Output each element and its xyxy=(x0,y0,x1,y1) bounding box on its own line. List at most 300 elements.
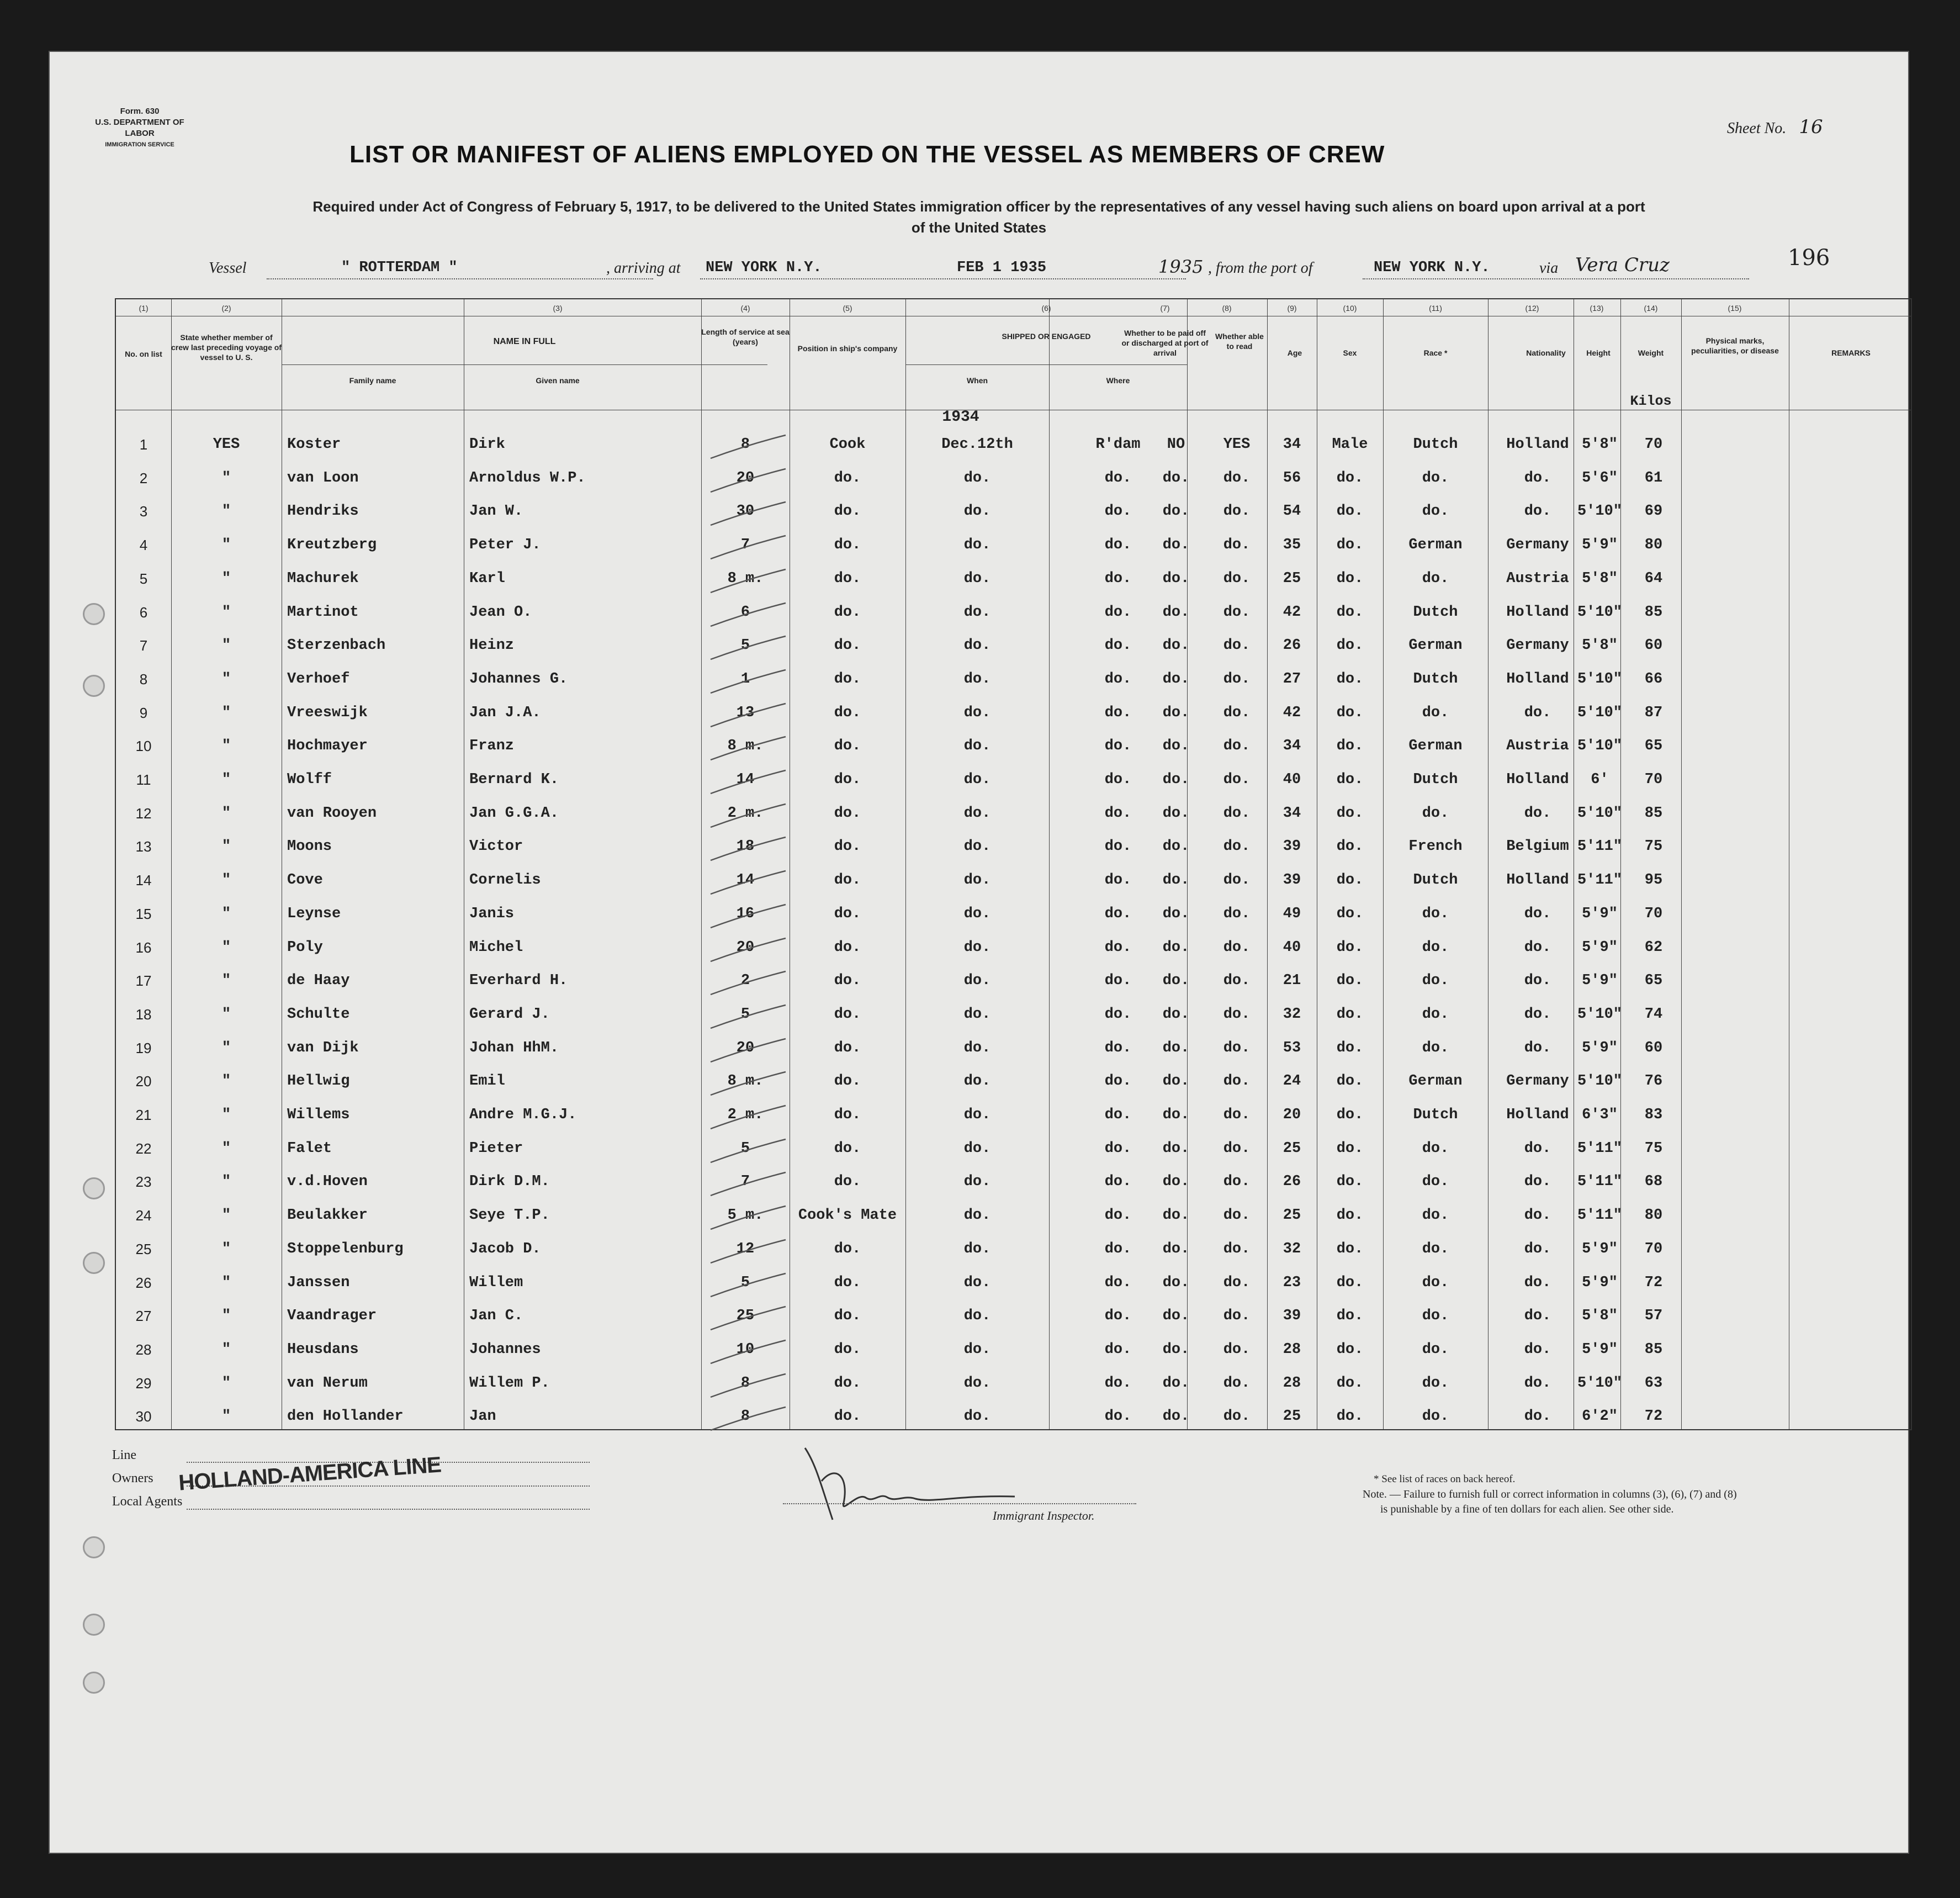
cell-paid: do. xyxy=(1162,1240,1190,1257)
cell-weight: 68 xyxy=(1644,1173,1663,1191)
cell-when: do. xyxy=(963,1107,991,1123)
cell-age: 34 xyxy=(1283,738,1301,755)
cell-service: 12 xyxy=(736,1240,755,1257)
cell-when: do. xyxy=(963,1374,991,1392)
cell-position: do. xyxy=(834,872,861,889)
cell-when: do. xyxy=(963,1408,991,1425)
cell-read: do. xyxy=(1223,537,1251,554)
cell-where: do. xyxy=(1104,771,1132,788)
cell-where: do. xyxy=(1104,872,1132,889)
cell-where: do. xyxy=(1104,1374,1132,1392)
cell-prev: " xyxy=(221,637,231,654)
cell-weight: 69 xyxy=(1644,503,1663,520)
cell-position: do. xyxy=(834,905,861,922)
cell-race: do. xyxy=(1422,972,1449,990)
cell-sex: do. xyxy=(1336,805,1364,822)
cell-read: do. xyxy=(1223,469,1251,487)
cell-position: do. xyxy=(834,1341,861,1358)
cell-no: 10 xyxy=(135,738,152,755)
subtitle xyxy=(101,196,1857,238)
cell-age: 49 xyxy=(1283,905,1301,922)
cell-sex: do. xyxy=(1336,1308,1364,1325)
header-position: Position in ship's company xyxy=(797,344,898,353)
cell-position: do. xyxy=(834,972,861,990)
cell-family: Stoppelenburg xyxy=(287,1240,404,1257)
cell-height: 5'8" xyxy=(1582,637,1618,654)
cell-age: 26 xyxy=(1283,1173,1301,1191)
cell-prev: " xyxy=(221,670,231,688)
cell-age: 32 xyxy=(1283,1240,1301,1257)
cell-where: do. xyxy=(1104,1240,1132,1257)
cell-no: 24 xyxy=(135,1207,152,1224)
cell-weight: 76 xyxy=(1644,1073,1663,1090)
line-label: Line xyxy=(112,1448,136,1462)
cell-when: do. xyxy=(963,1207,991,1224)
cell-service: 14 xyxy=(736,771,755,788)
cell-service: 18 xyxy=(736,838,755,855)
cell-race: do. xyxy=(1422,1274,1449,1291)
cell-race: Dutch xyxy=(1413,872,1458,889)
cell-given: Willem P. xyxy=(469,1374,550,1392)
cell-service: 20 xyxy=(736,1039,755,1056)
cell-paid: do. xyxy=(1162,939,1190,956)
cell-nat: do. xyxy=(1524,905,1551,922)
cell-nat: Holland xyxy=(1506,872,1569,889)
cell-position: do. xyxy=(834,1039,861,1056)
cell-service: 8 m. xyxy=(727,570,764,587)
cell-given: Cornelis xyxy=(469,872,541,889)
cell-height: 5'11" xyxy=(1577,872,1622,889)
cell-height: 5'10" xyxy=(1577,1073,1622,1090)
cell-weight: 85 xyxy=(1644,1341,1663,1358)
cell-family: Vaandrager xyxy=(287,1308,377,1325)
cell-prev: " xyxy=(221,1140,231,1157)
cell-race: German xyxy=(1408,1073,1463,1090)
cell-given: Pieter xyxy=(469,1140,523,1157)
owners-label: Owners xyxy=(112,1471,153,1485)
cell-service: 1 xyxy=(740,670,750,688)
subtitle-line-2: of the United States xyxy=(911,219,1047,236)
cell-sex: do. xyxy=(1336,771,1364,788)
cell-where: do. xyxy=(1104,939,1132,956)
cell-nat: do. xyxy=(1524,1240,1551,1257)
cell-paid: do. xyxy=(1162,805,1190,822)
sheet-number-block xyxy=(1727,116,1823,138)
cell-position: do. xyxy=(834,503,861,520)
cell-prev: " xyxy=(221,905,231,922)
cell-given: Jan G.G.A. xyxy=(469,805,559,822)
cell-prev: " xyxy=(221,1207,231,1224)
cell-when: do. xyxy=(963,939,991,956)
check-mark-icon xyxy=(709,769,787,797)
cell-sex: do. xyxy=(1336,503,1364,520)
from-port: NEW YORK N.Y. xyxy=(1374,260,1490,276)
check-mark-icon xyxy=(709,501,787,528)
cell-no: 5 xyxy=(139,570,148,587)
cell-age: 56 xyxy=(1283,469,1301,487)
check-mark-icon xyxy=(709,669,787,696)
cell-family: Heusdans xyxy=(287,1341,359,1358)
cell-prev: " xyxy=(221,570,231,587)
cell-weight: 70 xyxy=(1644,905,1663,922)
cell-service: 2 m. xyxy=(727,805,764,822)
cell-weight: 87 xyxy=(1644,704,1663,721)
vessel-label: Vessel xyxy=(209,260,247,277)
cell-service: 5 m. xyxy=(727,1207,764,1224)
cell-paid: do. xyxy=(1162,1374,1190,1392)
cell-nat: do. xyxy=(1524,1140,1551,1157)
cell-height: 5'10" xyxy=(1577,604,1622,621)
cell-no: 20 xyxy=(135,1073,152,1090)
cell-where: do. xyxy=(1104,1173,1132,1191)
cell-paid: do. xyxy=(1162,704,1190,721)
cell-height: 5'10" xyxy=(1577,738,1622,755)
cell-read: do. xyxy=(1223,1073,1251,1090)
cell-weight: 80 xyxy=(1644,1207,1663,1224)
cell-weight: 75 xyxy=(1644,838,1663,855)
check-mark-icon xyxy=(709,870,787,897)
cell-given: Jean O. xyxy=(469,604,532,621)
cell-read: do. xyxy=(1223,1107,1251,1123)
cell-prev: " xyxy=(221,738,231,755)
cell-when: do. xyxy=(963,1006,991,1023)
cell-where: do. xyxy=(1104,503,1132,520)
cell-read: do. xyxy=(1223,1006,1251,1023)
cell-prev: " xyxy=(221,704,231,721)
cell-where: do. xyxy=(1104,570,1132,587)
check-mark-icon xyxy=(709,1038,787,1065)
cell-given: Victor xyxy=(469,838,523,855)
cell-no: 30 xyxy=(135,1408,152,1425)
cell-sex: do. xyxy=(1336,1073,1364,1090)
cell-paid: do. xyxy=(1162,570,1190,587)
cell-family: Beulakker xyxy=(287,1207,368,1224)
cell-weight: 65 xyxy=(1644,972,1663,990)
cell-nat: do. xyxy=(1524,704,1551,721)
cell-service: 8 m. xyxy=(727,1073,764,1090)
cell-prev: " xyxy=(221,771,231,788)
cell-family: Schulte xyxy=(287,1006,350,1023)
cell-when: do. xyxy=(963,469,991,487)
cell-nat: do. xyxy=(1524,469,1551,487)
cell-given: Emil xyxy=(469,1073,505,1090)
header-nationality: Nationality xyxy=(1526,348,1566,357)
cell-paid: do. xyxy=(1162,1308,1190,1325)
cell-race: Dutch xyxy=(1413,1107,1458,1123)
cell-paid: do. xyxy=(1162,1039,1190,1056)
cell-family: Koster xyxy=(287,436,341,453)
cell-prev: " xyxy=(221,1374,231,1392)
cell-read: do. xyxy=(1223,1039,1251,1056)
cell-sex: do. xyxy=(1336,838,1364,855)
cell-race: do. xyxy=(1422,704,1449,721)
cell-when: do. xyxy=(963,604,991,621)
cell-sex: do. xyxy=(1336,738,1364,755)
cell-position: do. xyxy=(834,1173,861,1191)
cell-race: do. xyxy=(1422,805,1449,822)
cell-prev: " xyxy=(221,469,231,487)
cell-when: do. xyxy=(963,1308,991,1325)
column-number: (7) xyxy=(1160,304,1170,313)
cell-nat: Holland xyxy=(1506,670,1569,688)
cell-paid: do. xyxy=(1162,771,1190,788)
inspector-label: Immigrant Inspector. xyxy=(993,1509,1095,1522)
cell-weight: 85 xyxy=(1644,805,1663,822)
check-mark-icon xyxy=(709,1339,787,1367)
column-number: (11) xyxy=(1429,304,1442,313)
cell-position: do. xyxy=(834,469,861,487)
cell-family: Leynse xyxy=(287,905,341,922)
cell-where: do. xyxy=(1104,1274,1132,1291)
cell-race: do. xyxy=(1422,939,1449,956)
cell-weight: 61 xyxy=(1644,469,1663,487)
stamp-number: 196 xyxy=(1788,245,1830,271)
cell-family: Verhoef xyxy=(287,670,350,688)
cell-height: 5'10" xyxy=(1577,670,1622,688)
cell-family: Janssen xyxy=(287,1274,350,1291)
cell-prev: " xyxy=(221,604,231,621)
cell-paid: do. xyxy=(1162,872,1190,889)
check-mark-icon xyxy=(709,1138,787,1166)
cell-nat: do. xyxy=(1524,1207,1551,1224)
cell-where: do. xyxy=(1104,604,1132,621)
cell-height: 5'9" xyxy=(1582,939,1618,956)
cell-read: do. xyxy=(1223,1274,1251,1291)
cell-nat: Germany xyxy=(1506,637,1569,654)
cell-height: 5'10" xyxy=(1577,704,1622,721)
cell-nat: Belgium xyxy=(1506,838,1569,855)
cell-where: do. xyxy=(1104,905,1132,922)
cell-no: 16 xyxy=(135,939,152,956)
cell-prev: " xyxy=(221,1107,231,1123)
cell-given: Everhard H. xyxy=(469,972,568,990)
cell-no: 11 xyxy=(136,771,151,788)
cell-paid: do. xyxy=(1162,604,1190,621)
cell-where: do. xyxy=(1104,972,1132,990)
cell-position: do. xyxy=(834,1274,861,1291)
cell-position: do. xyxy=(834,1073,861,1090)
cell-position: Cook's Mate xyxy=(798,1207,897,1224)
cell-paid: do. xyxy=(1162,1341,1190,1358)
cell-weight: 60 xyxy=(1644,637,1663,654)
cell-age: 23 xyxy=(1283,1274,1301,1291)
cell-service: 8 xyxy=(740,436,750,453)
cell-height: 5'11" xyxy=(1577,838,1622,855)
cell-family: de Haay xyxy=(287,972,350,990)
cell-no: 3 xyxy=(139,503,148,520)
cell-where: do. xyxy=(1104,1107,1132,1123)
cell-sex: do. xyxy=(1336,1173,1364,1191)
cell-nat: do. xyxy=(1524,939,1551,956)
cell-family: v.d.Hoven xyxy=(287,1173,368,1191)
cell-race: do. xyxy=(1422,1240,1449,1257)
cell-service: 20 xyxy=(736,469,755,487)
check-mark-icon xyxy=(709,803,787,831)
cell-sex: do. xyxy=(1336,469,1364,487)
cell-when: do. xyxy=(963,637,991,654)
check-mark-icon xyxy=(709,535,787,562)
cell-race: do. xyxy=(1422,1207,1449,1224)
cell-position: do. xyxy=(834,771,861,788)
check-mark-icon xyxy=(709,702,787,730)
cell-read: do. xyxy=(1223,570,1251,587)
cell-service: 30 xyxy=(736,503,755,520)
cell-service: 5 xyxy=(740,1006,750,1023)
cell-service: 2 xyxy=(740,972,750,990)
cell-age: 42 xyxy=(1283,604,1301,621)
cell-age: 24 xyxy=(1283,1073,1301,1090)
sheet-number: 16 xyxy=(1799,116,1823,138)
cell-sex: do. xyxy=(1336,1408,1364,1425)
cell-weight: 75 xyxy=(1644,1140,1663,1157)
cell-read: do. xyxy=(1223,670,1251,688)
cell-nat: do. xyxy=(1524,1006,1551,1023)
cell-given: Gerard J. xyxy=(469,1006,550,1023)
cell-age: 20 xyxy=(1283,1107,1301,1123)
cell-service: 7 xyxy=(740,537,750,554)
cell-race: do. xyxy=(1422,1140,1449,1157)
cell-height: 5'8" xyxy=(1582,570,1618,587)
cell-family: Cove xyxy=(287,872,323,889)
column-number: (8) xyxy=(1222,304,1232,313)
cell-service: 8 m. xyxy=(727,738,764,755)
header-physical: Physical marks, peculiarities, or disease xyxy=(1691,336,1779,355)
header-no-on-list: No. on list xyxy=(125,350,162,358)
cell-paid: do. xyxy=(1162,1006,1190,1023)
cell-service: 13 xyxy=(736,704,755,721)
cell-prev: " xyxy=(221,1408,231,1425)
header-state-whether: State whether member of crew last preceding voyage of vessel to U. S. xyxy=(171,333,282,362)
cell-read: do. xyxy=(1223,738,1251,755)
cell-paid: do. xyxy=(1162,972,1190,990)
punch-hole xyxy=(83,603,105,625)
cell-prev: " xyxy=(221,1039,231,1056)
cell-where: do. xyxy=(1104,1073,1132,1090)
cell-age: 27 xyxy=(1283,670,1301,688)
check-mark-icon xyxy=(709,1104,787,1132)
cell-given: Dirk D.M. xyxy=(469,1173,550,1191)
cell-height: 5'9" xyxy=(1582,972,1618,990)
check-mark-icon xyxy=(709,568,787,596)
cell-weight: 95 xyxy=(1644,872,1663,889)
cell-sex: do. xyxy=(1336,1107,1364,1123)
cell-height: 5'9" xyxy=(1582,1039,1618,1056)
cell-family: Hellwig xyxy=(287,1073,350,1090)
cell-when: do. xyxy=(963,570,991,587)
cell-no: 2 xyxy=(139,469,148,487)
note-line-1: Note. — Failure to furnish full or correct information in columns (3), (6), (7) and (8) xyxy=(1363,1488,1737,1500)
cell-weight: 70 xyxy=(1644,1240,1663,1257)
cell-service: 7 xyxy=(740,1173,750,1191)
header-where: Where xyxy=(1106,376,1130,385)
cell-weight: 64 xyxy=(1644,570,1663,587)
column-number: (14) xyxy=(1644,304,1658,313)
cell-race: do. xyxy=(1422,1006,1449,1023)
header-paid-off: Whether to be paid off or discharged at port of arrival xyxy=(1121,329,1209,357)
cell-age: 39 xyxy=(1283,838,1301,855)
cell-when: do. xyxy=(963,738,991,755)
cell-service: 14 xyxy=(736,872,755,889)
cell-when: do. xyxy=(963,1039,991,1056)
cell-family: den Hollander xyxy=(287,1408,404,1425)
header-family-name: Family name xyxy=(349,376,396,385)
year-note: 1934 xyxy=(942,409,979,426)
via-label: via xyxy=(1539,260,1559,277)
cell-given: Jan J.A. xyxy=(469,704,541,721)
header-given-name: Given name xyxy=(536,376,580,385)
cell-sex: do. xyxy=(1336,1240,1364,1257)
cell-weight: 70 xyxy=(1644,771,1663,788)
cell-sex: do. xyxy=(1336,1274,1364,1291)
cell-where: do. xyxy=(1104,1006,1132,1023)
subtitle-line-1: Required under Act of Congress of February 5, 1917, to be delivered to the United States immigration officer by the representatives of any vessel having such aliens on board upon arrival at a port xyxy=(312,198,1645,215)
cell-nat: Austria xyxy=(1506,738,1569,755)
cell-family: Martinot xyxy=(287,604,359,621)
cell-age: 53 xyxy=(1283,1039,1301,1056)
cell-no: 26 xyxy=(135,1274,152,1291)
cell-position: do. xyxy=(834,537,861,554)
check-mark-icon xyxy=(709,1373,787,1400)
cell-prev: YES xyxy=(213,436,240,453)
cell-read: YES xyxy=(1223,436,1251,453)
cell-read: do. xyxy=(1223,1173,1251,1191)
cell-position: do. xyxy=(834,1240,861,1257)
cell-race: Dutch xyxy=(1413,670,1458,688)
cell-sex: do. xyxy=(1336,1341,1364,1358)
cell-race: German xyxy=(1408,537,1463,554)
cell-no: 14 xyxy=(135,872,152,889)
cell-paid: do. xyxy=(1162,1173,1190,1191)
cell-read: do. xyxy=(1223,503,1251,520)
column-number: (9) xyxy=(1287,304,1297,313)
cell-no: 13 xyxy=(135,838,152,855)
cell-prev: " xyxy=(221,537,231,554)
punch-hole xyxy=(83,1252,105,1274)
cell-family: Wolff xyxy=(287,771,332,788)
cell-height: 6' xyxy=(1591,771,1609,788)
cell-where: do. xyxy=(1104,1207,1132,1224)
cell-no: 4 xyxy=(139,537,148,554)
cell-read: do. xyxy=(1223,1240,1251,1257)
cell-height: 6'3" xyxy=(1582,1107,1618,1123)
cell-given: Arnoldus W.P. xyxy=(469,469,586,487)
cell-race: do. xyxy=(1422,1408,1449,1425)
column-number: (12) xyxy=(1525,304,1539,313)
cell-where: do. xyxy=(1104,670,1132,688)
cell-no: 25 xyxy=(135,1240,152,1257)
header-name-in-full: NAME IN FULL xyxy=(493,337,556,346)
cell-given: Johan HhM. xyxy=(469,1039,559,1056)
cell-given: Seye T.P. xyxy=(469,1207,550,1224)
cell-race: do. xyxy=(1422,1308,1449,1325)
cell-race: do. xyxy=(1422,570,1449,587)
cell-weight: 85 xyxy=(1644,604,1663,621)
cell-weight: 57 xyxy=(1644,1308,1663,1325)
cell-paid: do. xyxy=(1162,1107,1190,1123)
cell-height: 5'11" xyxy=(1577,1140,1622,1157)
cell-family: Sterzenbach xyxy=(287,637,386,654)
cell-where: do. xyxy=(1104,1308,1132,1325)
cell-when: do. xyxy=(963,905,991,922)
cell-read: do. xyxy=(1223,604,1251,621)
cell-when: do. xyxy=(963,1140,991,1157)
check-mark-icon xyxy=(709,1171,787,1199)
cell-weight: 62 xyxy=(1644,939,1663,956)
cell-where: do. xyxy=(1104,738,1132,755)
cell-age: 40 xyxy=(1283,939,1301,956)
check-mark-icon xyxy=(709,736,787,763)
cell-given: Jacob D. xyxy=(469,1240,541,1257)
